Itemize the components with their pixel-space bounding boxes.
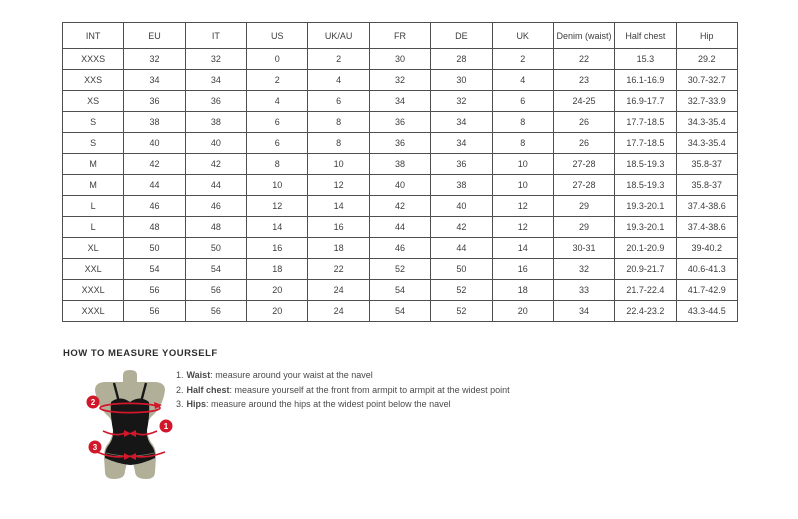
table-cell: 18 bbox=[308, 238, 369, 259]
table-cell: 16 bbox=[247, 238, 308, 259]
badge-waist bbox=[160, 420, 173, 433]
table-cell: 34 bbox=[124, 70, 185, 91]
table-cell: 36 bbox=[431, 154, 492, 175]
table-cell: M bbox=[63, 154, 124, 175]
table-cell: 30 bbox=[431, 70, 492, 91]
table-cell: S bbox=[63, 112, 124, 133]
table-cell: 15.3 bbox=[615, 49, 676, 70]
table-cell: 6 bbox=[492, 91, 553, 112]
badge-waist-number: 1 bbox=[163, 421, 169, 431]
table-cell: 20 bbox=[247, 301, 308, 322]
table-cell: 35.8-37 bbox=[676, 154, 737, 175]
table-cell: 8 bbox=[492, 112, 553, 133]
table-cell: 34 bbox=[553, 301, 614, 322]
step-text: : measure around the hips at the widest point below the navel bbox=[206, 399, 451, 409]
table-cell: 14 bbox=[247, 217, 308, 238]
step-number: 1. bbox=[176, 370, 184, 380]
table-row bbox=[63, 49, 738, 70]
table-cell: 43.3-44.5 bbox=[676, 301, 737, 322]
table-cell: 10 bbox=[492, 175, 553, 196]
table-cell: 29 bbox=[553, 196, 614, 217]
table-cell: 40 bbox=[369, 175, 430, 196]
table-cell: 56 bbox=[185, 280, 246, 301]
column-header: US bbox=[247, 23, 308, 49]
table-cell: 48 bbox=[124, 217, 185, 238]
table-cell: 29 bbox=[553, 217, 614, 238]
table-cell: 4 bbox=[247, 91, 308, 112]
table-cell: 24 bbox=[308, 301, 369, 322]
table-cell: 40 bbox=[124, 133, 185, 154]
measure-step-waist bbox=[176, 368, 510, 383]
table-cell: XXXL bbox=[63, 280, 124, 301]
table-cell: 52 bbox=[369, 259, 430, 280]
table-cell: 18 bbox=[247, 259, 308, 280]
table-cell: 12 bbox=[492, 217, 553, 238]
table-cell: 29.2 bbox=[676, 49, 737, 70]
table-cell: 16 bbox=[308, 217, 369, 238]
column-header: IT bbox=[185, 23, 246, 49]
table-cell: 46 bbox=[369, 238, 430, 259]
table-cell: XS bbox=[63, 91, 124, 112]
table-cell: 36 bbox=[185, 91, 246, 112]
table-cell: 56 bbox=[185, 301, 246, 322]
measure-step-hips bbox=[176, 397, 510, 412]
table-cell: 30-31 bbox=[553, 238, 614, 259]
table-cell: 44 bbox=[431, 238, 492, 259]
table-cell: 6 bbox=[308, 91, 369, 112]
table-row bbox=[63, 301, 738, 322]
table-cell: 22 bbox=[308, 259, 369, 280]
table-cell: 27-28 bbox=[553, 154, 614, 175]
table-row bbox=[63, 175, 738, 196]
table-cell: 20 bbox=[492, 301, 553, 322]
table-cell: 50 bbox=[124, 238, 185, 259]
table-cell: 14 bbox=[308, 196, 369, 217]
table-cell: 17.7-18.5 bbox=[615, 133, 676, 154]
table-row bbox=[63, 154, 738, 175]
table-cell: 46 bbox=[124, 196, 185, 217]
table-cell: 34.3-35.4 bbox=[676, 133, 737, 154]
table-cell: 32.7-33.9 bbox=[676, 91, 737, 112]
table-cell: 40 bbox=[185, 133, 246, 154]
table-cell: 32 bbox=[185, 49, 246, 70]
table-row bbox=[63, 217, 738, 238]
size-table-body bbox=[63, 49, 738, 322]
table-cell: 14 bbox=[492, 238, 553, 259]
step-label: Waist bbox=[186, 370, 211, 380]
table-cell: 39-40.2 bbox=[676, 238, 737, 259]
table-row bbox=[63, 91, 738, 112]
badge-chest bbox=[87, 396, 100, 409]
table-cell: 34 bbox=[431, 112, 492, 133]
step-number: 2. bbox=[176, 384, 184, 395]
table-cell: 48 bbox=[185, 217, 246, 238]
table-row bbox=[63, 133, 738, 154]
table-cell: 6 bbox=[247, 112, 308, 133]
table-cell: 50 bbox=[431, 259, 492, 280]
table-cell: 42 bbox=[431, 217, 492, 238]
badge-hips bbox=[89, 441, 102, 454]
measure-section-title: HOW TO MEASURE YOURSELF bbox=[63, 348, 218, 359]
table-cell: 42 bbox=[185, 154, 246, 175]
table-cell: 56 bbox=[124, 301, 185, 322]
table-cell: XXS bbox=[63, 70, 124, 91]
table-cell: XXXL bbox=[63, 301, 124, 322]
table-cell: 22.4-23.2 bbox=[615, 301, 676, 322]
table-cell: 36 bbox=[124, 91, 185, 112]
table-cell: 12 bbox=[247, 196, 308, 217]
table-cell: 32 bbox=[431, 91, 492, 112]
table-cell: 30 bbox=[369, 49, 430, 70]
table-cell: 2 bbox=[308, 49, 369, 70]
table-cell: 4 bbox=[492, 70, 553, 91]
table-cell: 28 bbox=[431, 49, 492, 70]
table-cell: 22 bbox=[553, 49, 614, 70]
table-cell: 37.4-38.6 bbox=[676, 196, 737, 217]
table-cell: 8 bbox=[308, 112, 369, 133]
table-cell: 4 bbox=[308, 70, 369, 91]
table-cell: 16.1-16.9 bbox=[615, 70, 676, 91]
table-cell: 2 bbox=[492, 49, 553, 70]
table-cell: 16 bbox=[492, 259, 553, 280]
column-header: EU bbox=[124, 23, 185, 49]
table-cell: 8 bbox=[247, 154, 308, 175]
table-cell: 54 bbox=[369, 301, 430, 322]
table-cell: 23 bbox=[553, 70, 614, 91]
column-header: UK bbox=[492, 23, 553, 49]
table-cell: 26 bbox=[553, 133, 614, 154]
table-cell: 19.3-20.1 bbox=[615, 196, 676, 217]
measure-steps bbox=[176, 368, 510, 412]
table-cell: 38 bbox=[369, 154, 430, 175]
table-cell: XXL bbox=[63, 259, 124, 280]
measurement-figure bbox=[84, 369, 180, 483]
table-cell: XXXS bbox=[63, 49, 124, 70]
size-table-head-row bbox=[63, 23, 738, 49]
badge-chest-number: 2 bbox=[90, 397, 96, 407]
table-cell: 24-25 bbox=[553, 91, 614, 112]
table-cell: 34 bbox=[369, 91, 430, 112]
table-cell: 32 bbox=[369, 70, 430, 91]
table-cell: S bbox=[63, 133, 124, 154]
table-cell: 54 bbox=[124, 259, 185, 280]
table-cell: 56 bbox=[124, 280, 185, 301]
mannequin-illustration-icon bbox=[84, 369, 180, 483]
table-cell: 42 bbox=[124, 154, 185, 175]
table-cell: 19.3-20.1 bbox=[615, 217, 676, 238]
table-cell: 44 bbox=[185, 175, 246, 196]
table-cell: 18.5-19.3 bbox=[615, 154, 676, 175]
table-cell: 34.3-35.4 bbox=[676, 112, 737, 133]
column-header: DE bbox=[431, 23, 492, 49]
table-cell: 16.9-17.7 bbox=[615, 91, 676, 112]
step-text: : measure yourself at the front from armpit to armpit at the widest point bbox=[229, 384, 510, 395]
table-cell: M bbox=[63, 175, 124, 196]
table-cell: 12 bbox=[492, 196, 553, 217]
table-row bbox=[63, 70, 738, 91]
table-cell: 10 bbox=[247, 175, 308, 196]
table-cell: 37.4-38.6 bbox=[676, 217, 737, 238]
column-header: Half chest bbox=[615, 23, 676, 49]
table-cell: 35.8-37 bbox=[676, 175, 737, 196]
size-table-head bbox=[63, 23, 738, 49]
table-cell: 52 bbox=[431, 280, 492, 301]
table-cell: 21.7-22.4 bbox=[615, 280, 676, 301]
table-row bbox=[63, 280, 738, 301]
garment-body bbox=[105, 399, 155, 466]
step-label: Half chest bbox=[186, 384, 230, 395]
table-cell: 10 bbox=[308, 154, 369, 175]
measure-step-half-chest bbox=[176, 383, 510, 398]
table-cell: 44 bbox=[369, 217, 430, 238]
column-header: UK/AU bbox=[308, 23, 369, 49]
table-cell: 18.5-19.3 bbox=[615, 175, 676, 196]
table-cell: 20.1-20.9 bbox=[615, 238, 676, 259]
table-cell: 41.7-42.9 bbox=[676, 280, 737, 301]
table-cell: 32 bbox=[553, 259, 614, 280]
table-cell: 30.7-32.7 bbox=[676, 70, 737, 91]
table-cell: 34 bbox=[431, 133, 492, 154]
table-cell: 8 bbox=[308, 133, 369, 154]
table-cell: 36 bbox=[369, 112, 430, 133]
table-cell: 38 bbox=[431, 175, 492, 196]
table-cell: 24 bbox=[308, 280, 369, 301]
table-cell: 40.6-41.3 bbox=[676, 259, 737, 280]
table-row bbox=[63, 112, 738, 133]
table-row bbox=[63, 196, 738, 217]
column-header: Hip bbox=[676, 23, 737, 49]
table-cell: 10 bbox=[492, 154, 553, 175]
table-cell: 38 bbox=[185, 112, 246, 133]
table-cell: 54 bbox=[185, 259, 246, 280]
table-cell: 50 bbox=[185, 238, 246, 259]
table-cell: 20.9-21.7 bbox=[615, 259, 676, 280]
table-cell: 32 bbox=[124, 49, 185, 70]
column-header: Denim (waist) bbox=[553, 23, 614, 49]
column-header: FR bbox=[369, 23, 430, 49]
size-table bbox=[62, 22, 738, 322]
table-row bbox=[63, 259, 738, 280]
table-cell: 38 bbox=[124, 112, 185, 133]
table-cell: 0 bbox=[247, 49, 308, 70]
step-label: Hips bbox=[186, 399, 207, 409]
table-cell: 34 bbox=[185, 70, 246, 91]
badge-hips-number: 3 bbox=[92, 442, 98, 452]
table-cell: 52 bbox=[431, 301, 492, 322]
step-text: : measure around your waist at the navel bbox=[210, 370, 373, 380]
table-row bbox=[63, 238, 738, 259]
table-cell: 54 bbox=[369, 280, 430, 301]
table-cell: 40 bbox=[431, 196, 492, 217]
table-cell: XL bbox=[63, 238, 124, 259]
table-cell: 20 bbox=[247, 280, 308, 301]
table-cell: L bbox=[63, 196, 124, 217]
table-cell: 17.7-18.5 bbox=[615, 112, 676, 133]
table-cell: L bbox=[63, 217, 124, 238]
table-cell: 33 bbox=[553, 280, 614, 301]
column-header: INT bbox=[63, 23, 124, 49]
table-cell: 8 bbox=[492, 133, 553, 154]
table-cell: 27-28 bbox=[553, 175, 614, 196]
table-cell: 44 bbox=[124, 175, 185, 196]
table-cell: 2 bbox=[247, 70, 308, 91]
table-cell: 36 bbox=[369, 133, 430, 154]
table-cell: 46 bbox=[185, 196, 246, 217]
table-cell: 42 bbox=[369, 196, 430, 217]
table-cell: 26 bbox=[553, 112, 614, 133]
table-cell: 12 bbox=[308, 175, 369, 196]
step-number: 3. bbox=[176, 399, 184, 409]
table-cell: 6 bbox=[247, 133, 308, 154]
table-cell: 18 bbox=[492, 280, 553, 301]
